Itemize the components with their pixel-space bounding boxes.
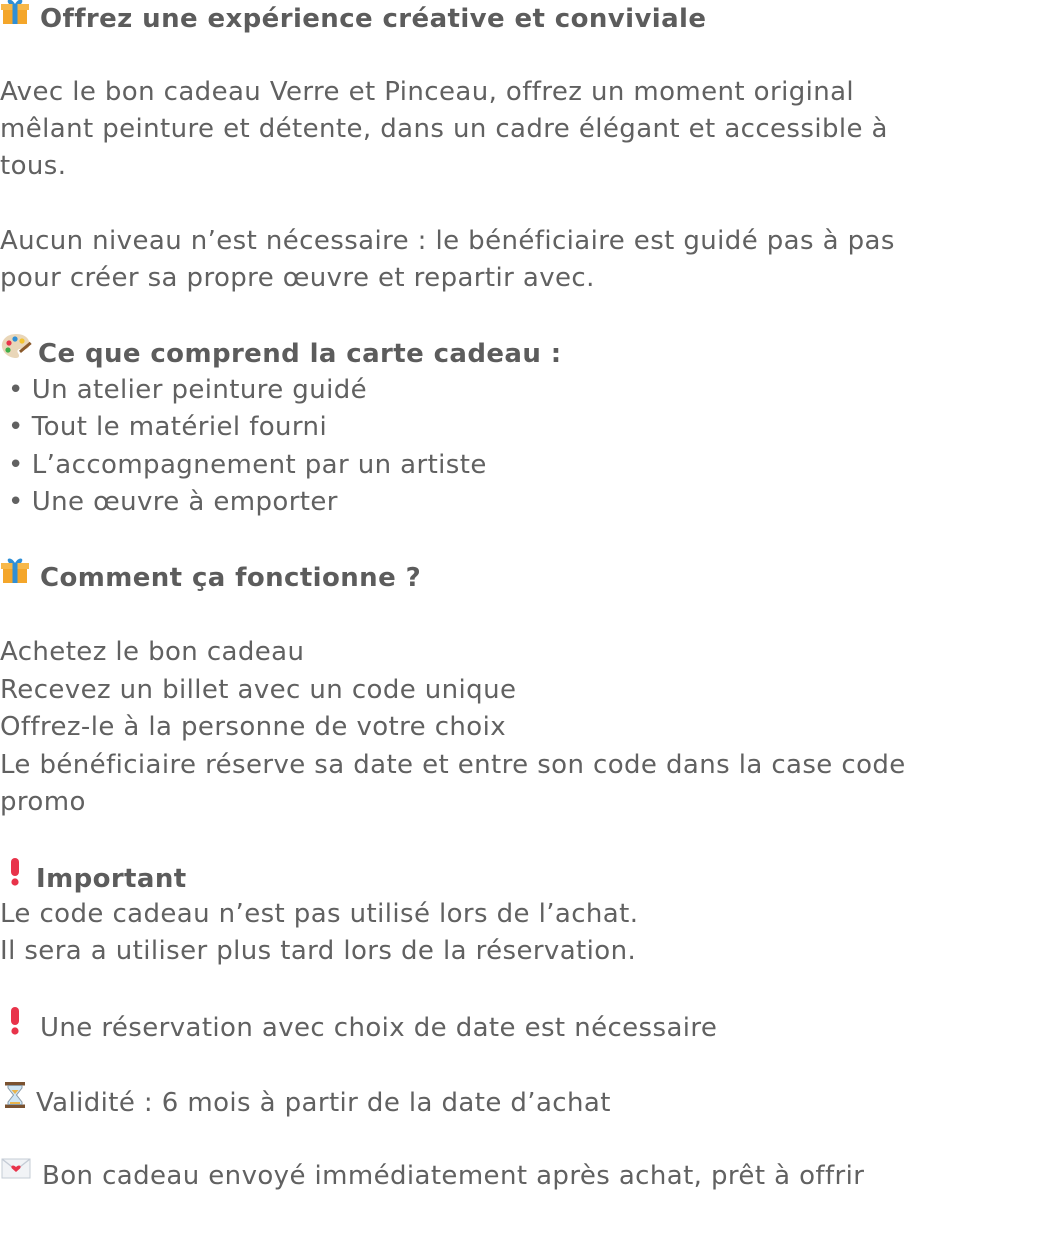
palette-icon (0, 332, 32, 371)
how-step: Le bénéficiaire réserve sa date et entre son code dans la case code (0, 750, 906, 780)
reservation-note (0, 1008, 717, 1045)
how-step: Achetez le bon cadeau (0, 637, 305, 667)
list-item-text: L’accompagnement par un artiste (31, 450, 487, 480)
how-step: Offrez-le à la personne de votre choix (0, 712, 507, 742)
intro-heading: Offrez une expérience créative et conviviale (40, 4, 707, 34)
bullet-dot: • (8, 450, 24, 480)
includes-heading: Ce que comprend la carte cadeau : (38, 339, 562, 369)
intro-paragraph-line: Aucun niveau n’est nécessaire : le bénéficiaire est guidé pas à pas (0, 226, 895, 256)
intro-paragraph-line: mêlant peinture et détente, dans un cadre élégant et accessible à (0, 114, 888, 144)
list-item-text: Une œuvre à emporter (31, 487, 338, 517)
list-item-text: Tout le matériel fourni (31, 412, 328, 442)
intro-paragraph-line: Avec le bon cadeau Verre et Pinceau, offrez un moment original (0, 77, 855, 107)
important-heading: Important (36, 864, 187, 894)
delivery-note (0, 1158, 864, 1195)
exclamation-icon (0, 1005, 30, 1046)
validity-note (0, 1083, 611, 1120)
delivery-note-text: Bon cadeau envoyé immédiatement après achat, prêt à offrir (42, 1161, 865, 1191)
how-heading-row (0, 559, 421, 596)
list-item (0, 372, 367, 409)
exclamation-icon (0, 856, 30, 897)
important-heading-row (0, 859, 187, 896)
bullet-dot: • (8, 412, 24, 442)
hourglass-icon (0, 1080, 30, 1121)
gift-icon (0, 0, 30, 36)
love-letter-icon (0, 1155, 32, 1192)
bullet-dot: • (8, 375, 24, 405)
intro-paragraph-line: pour créer sa propre œuvre et repartir avec. (0, 263, 595, 293)
list-item-text: Un atelier peinture guidé (31, 375, 368, 405)
validity-note-text: Validité : 6 mois à partir de la date d’achat (36, 1088, 611, 1118)
reservation-note-text: Une réservation avec choix de date est nécessaire (40, 1013, 718, 1043)
includes-heading-row (0, 335, 562, 372)
how-heading: Comment ça fonctionne ? (40, 563, 422, 593)
list-item (0, 484, 338, 521)
intro-paragraph-line: tous. (0, 151, 67, 181)
how-step: Recevez un billet avec un code unique (0, 675, 517, 705)
intro-heading-row (0, 0, 706, 37)
bullet-dot: • (8, 487, 24, 517)
important-line: Il sera a utiliser plus tard lors de la réservation. (0, 936, 637, 966)
how-step: promo (0, 787, 86, 817)
gift-icon (0, 556, 30, 595)
list-item (0, 409, 327, 446)
list-item (0, 447, 487, 484)
important-line: Le code cadeau n’est pas utilisé lors de l’achat. (0, 899, 639, 929)
